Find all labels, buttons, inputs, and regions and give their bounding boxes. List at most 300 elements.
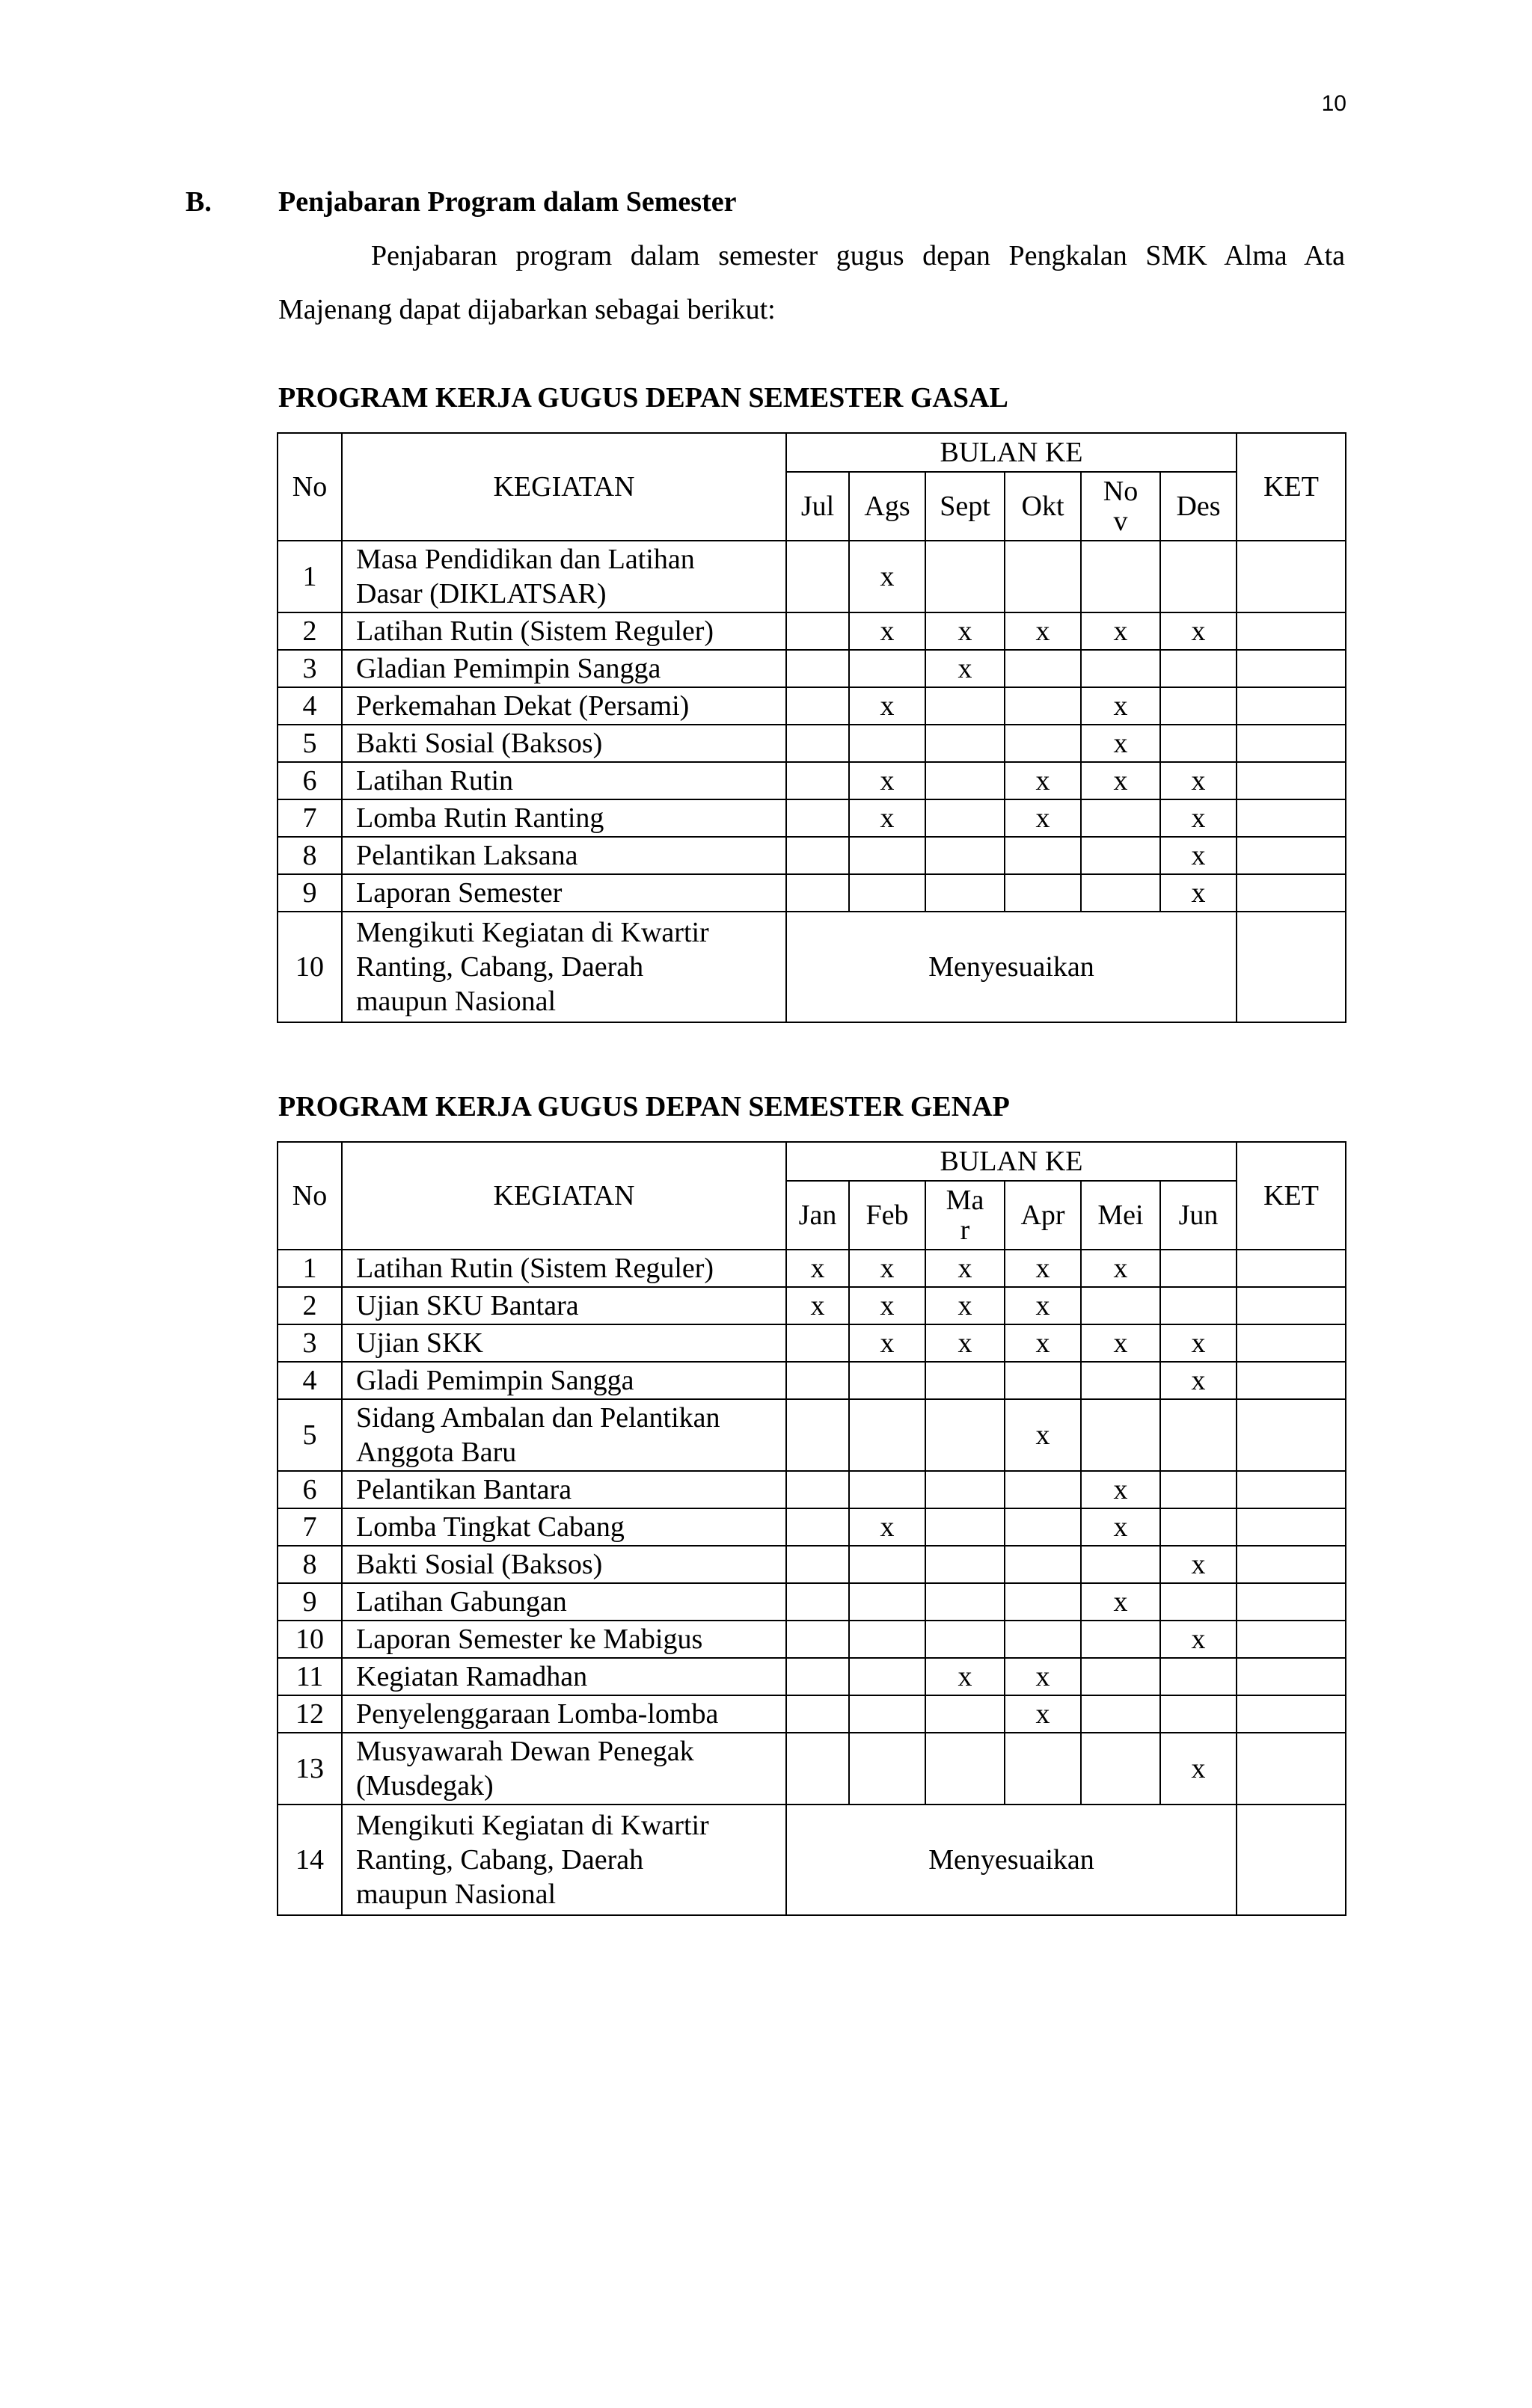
header-month: Sept xyxy=(925,472,1005,541)
row-ket xyxy=(1237,612,1346,650)
row-kegiatan: Mengikuti Kegiatan di Kwartir Ranting, Cabang, Daerah maupun Nasional xyxy=(342,1805,786,1915)
gasal-table-title: PROGRAM KERJA GUGUS DEPAN SEMESTER GASAL xyxy=(278,382,1008,414)
row-ket xyxy=(1237,1658,1346,1695)
row-ket xyxy=(1237,1583,1346,1621)
intro-paragraph xyxy=(278,229,1345,337)
month-cell xyxy=(786,799,849,837)
table-row xyxy=(278,1583,1346,1621)
month-cell xyxy=(1081,1695,1160,1733)
row-ket xyxy=(1237,1324,1346,1362)
month-cell xyxy=(849,1508,925,1546)
month-cell xyxy=(1081,1621,1160,1658)
header-month: Okt xyxy=(1005,472,1081,541)
row-no: 10 xyxy=(278,1621,342,1658)
month-mark: x xyxy=(958,1661,972,1692)
month-mark: x xyxy=(958,653,972,684)
row-ket xyxy=(1237,799,1346,837)
month-mark: x xyxy=(880,1253,895,1284)
gasal-program-table xyxy=(277,432,1346,1023)
table-row xyxy=(278,1621,1346,1658)
month-cell xyxy=(786,650,849,687)
month-cell xyxy=(786,1695,849,1733)
month-cell xyxy=(925,1733,1005,1805)
month-cell xyxy=(925,1324,1005,1362)
month-mark: x xyxy=(1113,1474,1128,1505)
table-row xyxy=(278,1250,1346,1287)
month-cell xyxy=(1160,541,1237,612)
row-kegiatan: Lomba Tingkat Cabang xyxy=(342,1508,786,1546)
row-no: 3 xyxy=(278,650,342,687)
month-cell xyxy=(1160,1658,1237,1695)
month-cell xyxy=(849,1733,925,1805)
row-ket xyxy=(1237,541,1346,612)
month-cell xyxy=(925,1399,1005,1471)
row-kegiatan: Bakti Sosial (Baksos) xyxy=(342,725,786,762)
table-row-last xyxy=(278,912,1346,1022)
month-cell xyxy=(1081,725,1160,762)
row-ket xyxy=(1237,1546,1346,1583)
month-cell xyxy=(849,1546,925,1583)
month-cell xyxy=(1160,837,1237,874)
header-no: No xyxy=(278,1142,342,1250)
row-no: 9 xyxy=(278,1583,342,1621)
month-cell xyxy=(849,650,925,687)
genap-table-title: PROGRAM KERJA GUGUS DEPAN SEMESTER GENAP xyxy=(278,1091,1010,1122)
month-cell xyxy=(786,541,849,612)
row-ket xyxy=(1237,1805,1346,1915)
table-row xyxy=(278,1471,1346,1508)
header-month: Ags xyxy=(849,472,925,541)
month-cell xyxy=(849,1695,925,1733)
row-kegiatan: Perkemahan Dekat (Persami) xyxy=(342,687,786,725)
month-cell xyxy=(1081,1546,1160,1583)
row-kegiatan: Mengikuti Kegiatan di Kwartir Ranting, Cabang, Daerah maupun Nasional xyxy=(342,912,786,1022)
month-cell xyxy=(1081,1287,1160,1324)
header-kegiatan: KEGIATAN xyxy=(342,433,786,541)
month-mark: x xyxy=(1113,1511,1128,1543)
row-ket xyxy=(1237,650,1346,687)
row-kegiatan: Pelantikan Laksana xyxy=(342,837,786,874)
row-no: 4 xyxy=(278,1362,342,1399)
month-mark: x xyxy=(880,1327,895,1359)
month-cell xyxy=(1005,837,1081,874)
table-header-row xyxy=(278,1142,1346,1181)
row-no: 4 xyxy=(278,687,342,725)
month-cell xyxy=(786,1250,849,1287)
month-mark: x xyxy=(1191,765,1206,796)
row-kegiatan: Gladian Pemimpin Sangga xyxy=(342,650,786,687)
row-kegiatan: Latihan Rutin (Sistem Reguler) xyxy=(342,612,786,650)
row-kegiatan: Masa Pendidikan dan Latihan Dasar (DIKLATSAR) xyxy=(342,541,786,612)
row-ket xyxy=(1237,687,1346,725)
table-row xyxy=(278,762,1346,799)
row-kegiatan: Bakti Sosial (Baksos) xyxy=(342,1546,786,1583)
month-cell xyxy=(1005,799,1081,837)
row-kegiatan: Latihan Rutin (Sistem Reguler) xyxy=(342,1250,786,1287)
month-mark: x xyxy=(1113,728,1128,759)
header-no: No xyxy=(278,433,342,541)
month-cell xyxy=(849,874,925,912)
month-cell xyxy=(925,874,1005,912)
month-cell xyxy=(1160,762,1237,799)
month-cell xyxy=(1160,1508,1237,1546)
row-ket xyxy=(1237,1508,1346,1546)
month-cell xyxy=(1005,1583,1081,1621)
month-cell xyxy=(1005,1546,1081,1583)
month-cell xyxy=(1160,874,1237,912)
row-kegiatan: Musyawarah Dewan Penegak (Musdegak) xyxy=(342,1733,786,1805)
month-cell xyxy=(849,541,925,612)
month-cell xyxy=(925,1362,1005,1399)
month-cell xyxy=(925,1546,1005,1583)
row-no: 8 xyxy=(278,1546,342,1583)
month-cell xyxy=(786,612,849,650)
month-mark: x xyxy=(810,1290,825,1321)
month-mark: x xyxy=(880,1290,895,1321)
month-cell xyxy=(786,762,849,799)
month-cell xyxy=(925,1287,1005,1324)
month-cell xyxy=(925,1508,1005,1546)
section-number: B. xyxy=(186,186,212,218)
header-month: Apr xyxy=(1005,1181,1081,1250)
month-cell xyxy=(1081,1733,1160,1805)
month-mark: x xyxy=(1035,1698,1050,1730)
month-mark: x xyxy=(1191,877,1206,909)
month-mark: x xyxy=(1035,802,1050,834)
month-cell xyxy=(1081,541,1160,612)
month-cell xyxy=(925,837,1005,874)
month-cell xyxy=(1160,1471,1237,1508)
month-cell xyxy=(1160,725,1237,762)
table-row xyxy=(278,1287,1346,1324)
section-heading xyxy=(186,185,736,218)
row-no: 1 xyxy=(278,541,342,612)
row-no: 12 xyxy=(278,1695,342,1733)
month-mark: x xyxy=(1191,1327,1206,1359)
table-row xyxy=(278,612,1346,650)
month-cell xyxy=(849,1250,925,1287)
month-cell xyxy=(849,762,925,799)
month-cell xyxy=(786,725,849,762)
month-cell xyxy=(1160,799,1237,837)
table-row xyxy=(278,541,1346,612)
month-mark: x xyxy=(1191,1549,1206,1580)
month-cell xyxy=(1160,1399,1237,1471)
row-no: 1 xyxy=(278,1250,342,1287)
month-mark: x xyxy=(1191,615,1206,647)
month-cell xyxy=(925,650,1005,687)
month-mark: x xyxy=(958,615,972,647)
header-bulan-ke: BULAN KE xyxy=(786,433,1237,472)
month-cell xyxy=(1160,1695,1237,1733)
month-mark: x xyxy=(880,561,895,592)
table-row xyxy=(278,874,1346,912)
month-cell xyxy=(1160,687,1237,725)
month-mark: x xyxy=(958,1253,972,1284)
row-ket xyxy=(1237,1362,1346,1399)
month-cell xyxy=(1005,1658,1081,1695)
month-cell xyxy=(1005,725,1081,762)
row-no: 5 xyxy=(278,1399,342,1471)
header-month: Jan xyxy=(786,1181,849,1250)
month-cell xyxy=(786,1621,849,1658)
month-cell xyxy=(925,1583,1005,1621)
table-row xyxy=(278,687,1346,725)
row-ket xyxy=(1237,1250,1346,1287)
month-cell xyxy=(1160,1324,1237,1362)
month-cell xyxy=(1081,1583,1160,1621)
month-cell xyxy=(925,612,1005,650)
row-kegiatan: Ujian SKU Bantara xyxy=(342,1287,786,1324)
month-cell xyxy=(925,541,1005,612)
table-header-row xyxy=(278,433,1346,472)
month-cell xyxy=(786,1546,849,1583)
month-mark: x xyxy=(810,1253,825,1284)
month-cell xyxy=(786,1733,849,1805)
month-cell xyxy=(1005,874,1081,912)
month-mark: x xyxy=(1191,1624,1206,1655)
month-cell xyxy=(925,687,1005,725)
month-cell xyxy=(925,1471,1005,1508)
month-cell xyxy=(1081,1508,1160,1546)
header-month: No v xyxy=(1081,472,1160,541)
month-cell xyxy=(925,1621,1005,1658)
row-no: 10 xyxy=(278,912,342,1022)
genap-program-table xyxy=(277,1141,1346,1916)
row-ket xyxy=(1237,1733,1346,1805)
row-ket xyxy=(1237,725,1346,762)
month-mark: x xyxy=(958,1327,972,1359)
month-cell xyxy=(849,687,925,725)
row-no: 7 xyxy=(278,799,342,837)
month-cell xyxy=(1081,612,1160,650)
month-cell xyxy=(1005,687,1081,725)
row-ket xyxy=(1237,1695,1346,1733)
month-cell xyxy=(1160,1287,1237,1324)
row-kegiatan: Latihan Rutin xyxy=(342,762,786,799)
row-ket xyxy=(1237,874,1346,912)
month-cell xyxy=(786,1399,849,1471)
table-row xyxy=(278,1324,1346,1362)
row-no: 3 xyxy=(278,1324,342,1362)
header-month: Des xyxy=(1160,472,1237,541)
month-cell xyxy=(925,1658,1005,1695)
month-cell xyxy=(849,1583,925,1621)
table-row xyxy=(278,837,1346,874)
table-row xyxy=(278,1733,1346,1805)
row-ket xyxy=(1237,1621,1346,1658)
month-mark: x xyxy=(880,1511,895,1543)
month-cell xyxy=(786,1471,849,1508)
month-cell xyxy=(1005,1733,1081,1805)
row-no: 2 xyxy=(278,612,342,650)
row-no: 7 xyxy=(278,1508,342,1546)
menyesuaikan-note: Menyesuaikan xyxy=(786,912,1237,1022)
row-kegiatan: Laporan Semester xyxy=(342,874,786,912)
month-cell xyxy=(1160,1362,1237,1399)
intro-line-1: Penjabaran program dalam semester gugus depan Pengkalan SMK Alma Ata xyxy=(371,240,1345,271)
row-ket xyxy=(1237,912,1346,1022)
row-kegiatan: Sidang Ambalan dan Pelantikan Anggota Baru xyxy=(342,1399,786,1471)
month-cell xyxy=(1005,1287,1081,1324)
header-month: Mei xyxy=(1081,1181,1160,1250)
month-cell xyxy=(786,1287,849,1324)
row-ket xyxy=(1237,1287,1346,1324)
header-kegiatan: KEGIATAN xyxy=(342,1142,786,1250)
row-no: 8 xyxy=(278,837,342,874)
row-kegiatan: Latihan Gabungan xyxy=(342,1583,786,1621)
row-no: 11 xyxy=(278,1658,342,1695)
month-cell xyxy=(1081,1399,1160,1471)
month-mark: x xyxy=(1035,1327,1050,1359)
row-no: 2 xyxy=(278,1287,342,1324)
month-mark: x xyxy=(880,802,895,834)
month-mark: x xyxy=(1191,840,1206,871)
month-cell xyxy=(1081,1658,1160,1695)
month-cell xyxy=(1005,1250,1081,1287)
month-cell xyxy=(1005,650,1081,687)
month-cell xyxy=(849,799,925,837)
table-row xyxy=(278,799,1346,837)
table-row xyxy=(278,1546,1346,1583)
month-cell xyxy=(849,837,925,874)
month-cell xyxy=(1081,837,1160,874)
month-mark: x xyxy=(1035,765,1050,796)
month-mark: x xyxy=(880,690,895,722)
row-kegiatan: Kegiatan Ramadhan xyxy=(342,1658,786,1695)
month-cell xyxy=(849,1621,925,1658)
month-cell xyxy=(849,1471,925,1508)
table-row xyxy=(278,725,1346,762)
month-mark: x xyxy=(958,1290,972,1321)
month-mark: x xyxy=(1035,1419,1050,1451)
month-mark: x xyxy=(1035,1253,1050,1284)
month-cell xyxy=(925,762,1005,799)
month-cell xyxy=(1160,1546,1237,1583)
month-cell xyxy=(925,1695,1005,1733)
month-cell xyxy=(1081,874,1160,912)
header-month: Jul xyxy=(786,472,849,541)
table-row xyxy=(278,1399,1346,1471)
page-number: 10 xyxy=(1321,91,1346,116)
table-row xyxy=(278,650,1346,687)
month-mark: x xyxy=(1191,802,1206,834)
month-cell xyxy=(925,725,1005,762)
month-cell xyxy=(1081,799,1160,837)
month-cell xyxy=(786,1658,849,1695)
month-cell xyxy=(786,687,849,725)
month-cell xyxy=(1160,612,1237,650)
row-ket xyxy=(1237,1471,1346,1508)
month-mark: x xyxy=(1113,615,1128,647)
month-cell xyxy=(786,1583,849,1621)
month-cell xyxy=(1005,1695,1081,1733)
row-kegiatan: Penyelenggaraan Lomba-lomba xyxy=(342,1695,786,1733)
section-title: Penjabaran Program dalam Semester xyxy=(278,186,737,218)
row-kegiatan: Pelantikan Bantara xyxy=(342,1471,786,1508)
month-mark: x xyxy=(1113,1586,1128,1618)
intro-line-2: Majenang dapat dijabarkan sebagai berikut: xyxy=(278,294,776,325)
month-cell xyxy=(1160,650,1237,687)
month-cell xyxy=(1005,541,1081,612)
month-cell xyxy=(1081,1250,1160,1287)
month-cell xyxy=(849,1287,925,1324)
month-cell xyxy=(1160,1733,1237,1805)
month-cell xyxy=(1005,1471,1081,1508)
month-cell xyxy=(786,874,849,912)
row-no: 13 xyxy=(278,1733,342,1805)
row-ket xyxy=(1237,1399,1346,1471)
table-row-last xyxy=(278,1805,1346,1915)
header-ket: KET xyxy=(1237,1142,1346,1250)
row-kegiatan: Lomba Rutin Ranting xyxy=(342,799,786,837)
month-cell xyxy=(1005,1508,1081,1546)
month-cell xyxy=(1081,687,1160,725)
month-cell xyxy=(849,1324,925,1362)
month-cell xyxy=(1160,1250,1237,1287)
row-no: 5 xyxy=(278,725,342,762)
month-mark: x xyxy=(1035,1290,1050,1321)
month-cell xyxy=(849,1658,925,1695)
month-cell xyxy=(1081,762,1160,799)
month-mark: x xyxy=(1113,1253,1128,1284)
month-cell xyxy=(1005,1621,1081,1658)
month-cell xyxy=(1160,1621,1237,1658)
month-cell xyxy=(1081,1324,1160,1362)
month-cell xyxy=(1081,650,1160,687)
month-mark: x xyxy=(1113,765,1128,796)
header-month: Feb xyxy=(849,1181,925,1250)
month-cell xyxy=(849,725,925,762)
month-cell xyxy=(786,1362,849,1399)
menyesuaikan-note: Menyesuaikan xyxy=(786,1805,1237,1915)
table-row xyxy=(278,1508,1346,1546)
month-mark: x xyxy=(1113,1327,1128,1359)
month-cell xyxy=(1160,1583,1237,1621)
month-mark: x xyxy=(1035,615,1050,647)
row-kegiatan: Gladi Pemimpin Sangga xyxy=(342,1362,786,1399)
header-month: Jun xyxy=(1160,1181,1237,1250)
table-row xyxy=(278,1658,1346,1695)
month-cell xyxy=(1005,762,1081,799)
month-cell xyxy=(849,1362,925,1399)
header-ket: KET xyxy=(1237,433,1346,541)
month-mark: x xyxy=(1191,1753,1206,1784)
month-cell xyxy=(849,1399,925,1471)
header-month: Ma r xyxy=(925,1181,1005,1250)
month-cell xyxy=(786,1324,849,1362)
month-mark: x xyxy=(880,615,895,647)
month-cell xyxy=(849,612,925,650)
row-no: 6 xyxy=(278,762,342,799)
month-mark: x xyxy=(1035,1661,1050,1692)
row-ket xyxy=(1237,837,1346,874)
month-cell xyxy=(1005,612,1081,650)
month-cell xyxy=(925,799,1005,837)
month-cell xyxy=(786,837,849,874)
row-no: 9 xyxy=(278,874,342,912)
header-bulan-ke: BULAN KE xyxy=(786,1142,1237,1181)
row-no: 6 xyxy=(278,1471,342,1508)
month-cell xyxy=(1005,1362,1081,1399)
month-mark: x xyxy=(1191,1365,1206,1396)
table-row xyxy=(278,1362,1346,1399)
row-ket xyxy=(1237,762,1346,799)
month-cell xyxy=(786,1508,849,1546)
row-kegiatan: Laporan Semester ke Mabigus xyxy=(342,1621,786,1658)
month-cell xyxy=(1081,1362,1160,1399)
month-mark: x xyxy=(1113,690,1128,722)
